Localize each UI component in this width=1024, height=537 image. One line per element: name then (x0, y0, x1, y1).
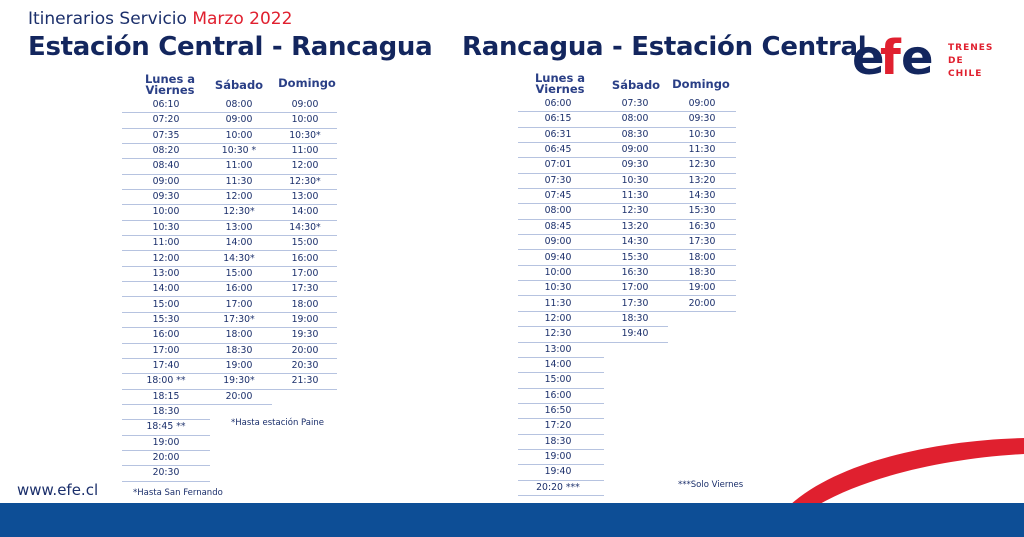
left_table-weekday-time: 06:10 (152, 99, 180, 110)
right_table-sunday-time: 19:00 (688, 282, 716, 294)
right_table-weekday-time: 16:50 (544, 405, 572, 416)
left_table-weekday-time: 20:00 (152, 452, 180, 464)
left_table-weekday-time: 14:00 (152, 283, 180, 295)
svg-text:e: e (901, 30, 932, 86)
left_table-sunday-time: 10:30* (289, 129, 321, 141)
left_table-saturday-time: 11:00 (225, 160, 253, 172)
left_table-weekday-time: 08:20 (152, 145, 180, 157)
right_table-saturday-time: 11:30 (621, 190, 649, 202)
right_table-weekday-time: 09:40 (544, 251, 572, 263)
right_table-weekday-time: 20:20 *** (536, 481, 580, 493)
left_table-saturday-time: 15:00 (225, 267, 253, 279)
right_table-saturday-time: 08:30 (621, 128, 649, 140)
subtitle-month: Marzo 2022 (192, 9, 293, 29)
left_table-saturday-time: 16:00 (225, 283, 253, 295)
right_table-weekday-time: 11:30 (544, 297, 572, 309)
left_table-weekday-time: 07:35 (152, 129, 180, 141)
left_table-weekday-time: 20:30 (152, 467, 180, 479)
left_table-saturday-time: 12:00 (225, 191, 253, 203)
left_table-saturday-time: 17:30* (223, 313, 255, 325)
right_table-sunday-time: 18:00 (688, 251, 716, 263)
right_table-weekday-time: 08:45 (544, 220, 572, 232)
left_table-weekday-time: 09:00 (152, 175, 180, 187)
service-subtitle (28, 9, 292, 29)
left-header-sunday: Domingo (278, 76, 336, 90)
svg-text:e: e (852, 30, 883, 86)
tagline-line-3: CHILE (948, 69, 983, 79)
left_table-weekday-time: 16:00 (152, 329, 180, 341)
right_table-weekday-time: 06:45 (544, 144, 572, 156)
left_table-weekday-time: 17:40 (152, 359, 180, 371)
left_table-sunday-time: 15:00 (291, 237, 319, 249)
right_table-sunday-time: 09:00 (688, 98, 716, 109)
right_table-sunday-time: 12:30 (688, 159, 716, 171)
right_table-saturday-time: 12:30 (621, 205, 649, 217)
left_table-sunday-time: 17:00 (291, 267, 319, 279)
right_table-weekday-time: 10:30 (544, 282, 572, 294)
right_table-saturday-time: 13:20 (621, 220, 649, 232)
right_table-saturday-time: 09:30 (621, 159, 649, 171)
right-header-weekday: Lunes a Viernes (534, 71, 586, 96)
right_table-sunday-time: 20:00 (688, 297, 716, 309)
right_table-sunday-time: 18:30 (688, 266, 716, 278)
left_table-sunday-time: 19:00 (291, 313, 319, 325)
left_table-sunday-time: 12:30* (289, 175, 321, 187)
left_table-weekday-time: 10:30 (152, 221, 180, 233)
left_table-saturday-time: 08:00 (225, 99, 253, 110)
subtitle-prefix: Itinerarios Servicio (28, 9, 187, 29)
left_table-sunday-time: 09:00 (291, 99, 319, 110)
left_table-weekday-time: 18:30 (152, 406, 180, 417)
right_table-saturday-time: 17:00 (621, 282, 649, 294)
left_table-weekday-time: 15:00 (152, 298, 180, 310)
left_table-weekday-time: 18:45 ** (146, 421, 186, 433)
right-header-sunday: Domingo (672, 77, 730, 91)
right_table-weekday-time: 16:00 (544, 389, 572, 401)
tagline-line-1: TRENES (948, 43, 994, 53)
right_table-saturday-time: 15:30 (621, 251, 649, 263)
website-link[interactable]: www.efe.cl (17, 481, 99, 499)
right_table-saturday-time: 16:30 (621, 266, 649, 278)
left_table-sunday-time: 16:00 (291, 252, 319, 264)
efe-logo (852, 30, 992, 92)
left_table-weekday-time: 09:30 (152, 191, 180, 203)
right_table-sunday-time: 11:30 (688, 144, 716, 156)
left_table-saturday-time: 19:00 (225, 359, 253, 371)
right_table-sunday-time: 13:20 (688, 174, 716, 186)
right_table-weekday-time: 13:00 (544, 343, 572, 355)
right_table-weekday-time: 06:00 (544, 98, 572, 109)
left_table-weekday-time: 18:15 (152, 390, 180, 402)
efe-logo-icon (852, 30, 942, 92)
right_table-sunday-time: 17:30 (688, 236, 716, 248)
right_table-weekday-time: 14:00 (544, 358, 572, 370)
left_table-sunday-time: 17:30 (291, 283, 319, 295)
right_table-sunday-time: 14:30 (688, 190, 716, 202)
right_table-weekday-time: 06:31 (544, 128, 572, 140)
footer-bar (0, 503, 1024, 537)
left_table-weekday-time: 15:30 (152, 313, 180, 325)
left_table-saturday-time: 17:00 (225, 298, 253, 310)
left_table-sunday-time: 10:00 (291, 114, 319, 126)
right_table-weekday-time: 09:00 (544, 236, 572, 248)
right_table-weekday-time: 07:01 (544, 159, 572, 171)
right_table-saturday-time: 17:30 (621, 297, 649, 309)
left_table-weekday-time: 08:40 (152, 160, 180, 172)
left_table-saturday-time: 12:30* (223, 206, 255, 218)
left-header-weekday: Lunes a Viernes (144, 72, 196, 97)
right_table-weekday-time: 19:40 (544, 466, 572, 478)
left-route-title: Estación Central - Rancagua (28, 32, 433, 62)
right_table-saturday-time: 08:00 (621, 113, 649, 125)
right_table-weekday-time: 15:00 (544, 374, 572, 386)
left_table-sunday-time: 20:30 (291, 359, 319, 371)
left_table-sunday-time: 14:00 (291, 206, 319, 218)
left_table-weekday-time: 07:20 (152, 114, 180, 126)
left_table-sunday-time: 20:00 (291, 344, 319, 356)
left_table-saturday-time: 10:30 * (221, 145, 257, 157)
right_table-saturday-time: 19:40 (621, 328, 649, 340)
left_table-saturday-time: 18:30 (225, 344, 253, 356)
right_table-weekday-time: 10:00 (544, 266, 572, 278)
right_table-sunday-time: 16:30 (688, 220, 716, 232)
right_table-weekday-time: 07:45 (544, 190, 572, 202)
right_table-weekday-time: 07:30 (544, 174, 572, 186)
left_table-sunday-time: 14:30* (289, 221, 321, 233)
left_table-saturday-time: 14:00 (225, 237, 253, 249)
right_table-weekday-time: 18:30 (544, 435, 572, 447)
left_table-sunday-time: 21:30 (291, 375, 319, 387)
left_table-saturday-time: 11:30 (225, 175, 253, 187)
right_table-saturday-time: 10:30 (621, 174, 649, 186)
right_table-saturday-time: 09:00 (621, 144, 649, 156)
right_table-saturday-time: 07:30 (621, 98, 649, 109)
note-solo-viernes: ***Solo Viernes (678, 480, 744, 490)
right_table-sunday-time: 10:30 (688, 128, 716, 140)
left_table-weekday-time: 11:00 (152, 237, 180, 249)
left-header-saturday: Sábado (214, 78, 264, 92)
note-paine: *Hasta estación Paine (231, 418, 324, 428)
left_table-saturday-time: 10:00 (225, 129, 253, 141)
left_table-weekday-time: 12:00 (152, 252, 180, 264)
right_table-weekday-time: 17:20 (544, 420, 572, 432)
right_table-sunday-time: 09:30 (688, 113, 716, 125)
right_table-weekday-time: 12:00 (544, 312, 572, 324)
left_table-saturday-time: 19:30* (223, 375, 255, 387)
right_table-weekday-time: 12:30 (544, 328, 572, 340)
right-header-saturday: Sábado (611, 78, 661, 92)
left_table-weekday-time: 18:00 ** (146, 375, 186, 387)
left_table-weekday-time: 17:00 (152, 344, 180, 356)
left_table-saturday-time: 13:00 (225, 221, 253, 233)
left_table-sunday-time: 11:00 (291, 145, 319, 157)
note-san-fernando: *Hasta San Fernando (133, 488, 223, 498)
right_table-sunday-time: 15:30 (688, 205, 716, 217)
logo-tagline (948, 42, 993, 81)
right_table-saturday-time: 14:30 (621, 236, 649, 248)
right_table-weekday-time: 19:00 (544, 451, 572, 463)
right_table-saturday-time: 18:30 (621, 312, 649, 324)
left_table-weekday-time: 19:00 (152, 436, 180, 448)
svg-text:f: f (880, 30, 899, 86)
right_table-weekday-time: 06:15 (544, 113, 572, 125)
left_table-weekday-time: 13:00 (152, 267, 180, 279)
left_table-saturday-time: 14:30* (223, 252, 255, 264)
left_table-sunday-time: 18:00 (291, 298, 319, 310)
left_table-saturday-time: 18:00 (225, 329, 253, 341)
right-route-title: Rancagua - Estación Central (462, 32, 867, 62)
left_table-sunday-time: 19:30 (291, 329, 319, 341)
left_table-weekday-time: 10:00 (152, 206, 180, 218)
left_table-sunday-time: 13:00 (291, 191, 319, 203)
left_table-sunday-time: 12:00 (291, 160, 319, 172)
right_table-weekday-time: 08:00 (544, 205, 572, 217)
left_table-saturday-time: 20:00 (225, 390, 253, 402)
left_table-saturday-time: 09:00 (225, 114, 253, 126)
tagline-line-2: DE (948, 56, 964, 66)
